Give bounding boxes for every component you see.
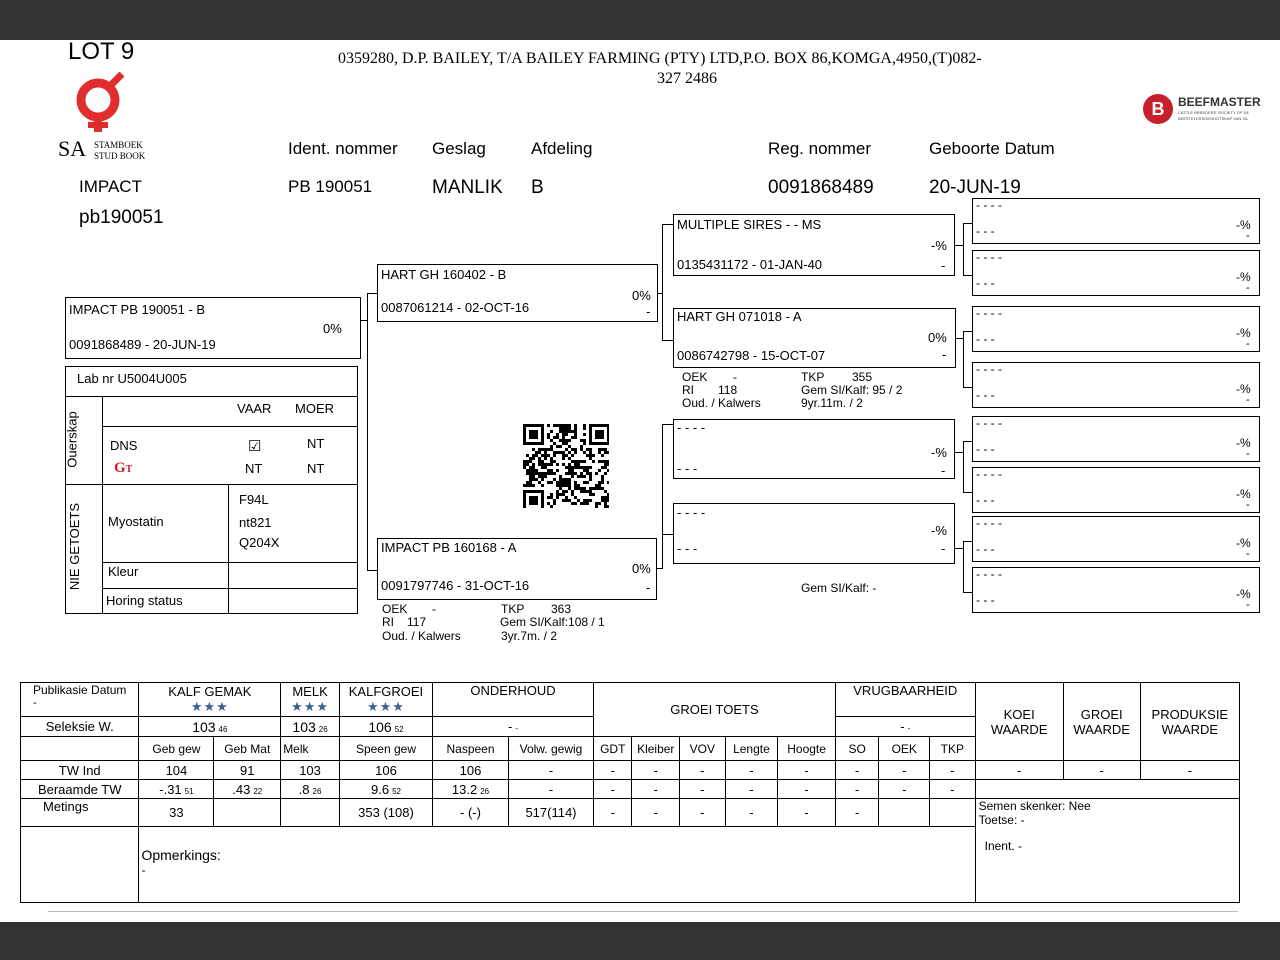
tw-value: 106 (433, 761, 509, 780)
col-label: Geb gew (139, 737, 214, 761)
reg-header: Reg. nommer (768, 139, 871, 158)
subject-pct: 0% (323, 321, 342, 336)
checkbox-checked-icon: ☑ (248, 438, 262, 455)
dam-dash: - (646, 580, 651, 595)
tw-value: - (594, 761, 632, 780)
ggp-top: - - - - (976, 416, 1002, 430)
gp3-line-2: - - - (677, 461, 698, 476)
lab-divider-kleur (102, 562, 358, 563)
connector (963, 541, 972, 542)
tw-value: 103 (281, 761, 340, 780)
lab-mid-divider (66, 484, 358, 485)
connector (963, 331, 964, 387)
gp2-oek-label: OEK (682, 370, 708, 384)
subject-animal-box (65, 297, 361, 359)
connector (963, 223, 972, 224)
ggp-bot: - - - (976, 442, 995, 456)
metings-value (281, 799, 340, 827)
gp4-line-1: - - - - (677, 505, 706, 520)
melk-label: MELK (292, 684, 328, 699)
br-dash: - (930, 780, 976, 799)
br-dash: - (835, 780, 879, 799)
dam-tkp-value: 363 (551, 602, 572, 616)
pub-value: - (33, 697, 37, 709)
br-label: Beraamde TW (21, 780, 139, 799)
connector (963, 331, 972, 332)
opmerkings-value: - (141, 863, 146, 877)
tw-value: 91 (214, 761, 281, 780)
ggp-top: - - - - (976, 567, 1002, 581)
inent-text: Inent. - (984, 839, 1022, 853)
dam-ri-value: 117 (407, 615, 427, 629)
connector (963, 441, 964, 492)
top-bar (0, 0, 1280, 40)
gt-moer: NT (307, 461, 325, 476)
onderhoud-head: ONDERHOUD (433, 683, 594, 717)
br-dash: - (778, 780, 836, 799)
tw-value: - (725, 761, 778, 780)
breeder-line-2: 327 2486 (657, 70, 717, 87)
dam-pct: 0% (632, 561, 651, 576)
sel-vrug: - (900, 719, 905, 734)
sel-melk: 103 (292, 718, 316, 735)
col-label: GDT (594, 737, 632, 761)
great-grandparent-box (972, 362, 1260, 408)
connector (963, 275, 972, 276)
col-label: Naspeen (433, 737, 509, 761)
metings-value: - (680, 799, 726, 827)
ident-header: Ident. nommer (288, 139, 398, 158)
great-grandparent-box (972, 416, 1260, 462)
connector (955, 338, 963, 339)
tw-value: - (632, 761, 680, 780)
semen-text: Semen skenker: Nee (978, 799, 1091, 813)
tw-value: 106 (339, 761, 432, 780)
br-dash: - (632, 780, 680, 799)
studbook-text-2: STUD BOOK (94, 151, 146, 161)
metings-row (21, 799, 1240, 827)
sire-line-2: 0087061214 - 02-OCT-16 (381, 300, 530, 315)
horing-label: Horing status (106, 593, 183, 608)
gp2-oek-value: - (733, 370, 737, 384)
sa-mark: SA (58, 136, 87, 161)
connector (662, 424, 663, 569)
ggp-pct: -% (1236, 436, 1251, 450)
sex-value: MANLIK (432, 177, 503, 198)
tw-koei: - (975, 761, 1063, 780)
ggp-pct: -% (1236, 382, 1251, 396)
sel-groei: 106 (368, 718, 392, 735)
melk-stars: ★★★ (291, 699, 330, 714)
sa-studbook-logo (58, 72, 158, 167)
performance-table (20, 682, 1240, 903)
sire-dash: - (646, 304, 651, 319)
sel-ond-cell (433, 717, 594, 737)
sire-box (377, 264, 658, 322)
metings-value (930, 799, 976, 827)
br-cell (139, 780, 214, 799)
grandparent-3-box (673, 419, 955, 479)
section-header: Afdeling (531, 139, 593, 158)
beefmaster-b-icon: B (1143, 94, 1173, 124)
perf-header-row (21, 683, 1240, 717)
connector (963, 441, 972, 442)
gp3-line-1: - - - - (677, 420, 706, 435)
myostatin-1: F94L (239, 492, 269, 507)
great-grandparent-box (972, 567, 1260, 613)
ggp-dash: - (1246, 548, 1250, 560)
dam-box (377, 538, 657, 600)
col-label: Kleiber (632, 737, 680, 761)
gp1-pct: -% (931, 238, 947, 253)
vrugbaarheid-head: VRUGBAARHEID (835, 683, 975, 717)
metings-value: - (778, 799, 836, 827)
kalfgroei-label: KALFGROEI (348, 684, 424, 699)
br-cell (214, 780, 281, 799)
beefmaster-logo (1143, 92, 1271, 126)
gp2-gem: Gem SI/Kalf: 95 / 2 (801, 383, 903, 397)
lab-divider-horing (102, 588, 358, 589)
gp2-oud-label: Oud. / Kalwers (682, 396, 761, 410)
gp2-line-1: HART GH 071018 - A (677, 309, 802, 324)
connector (662, 224, 673, 225)
reg-value: 0091868489 (768, 177, 874, 198)
beraamde-row (21, 780, 1240, 799)
myostatin-2: nt821 (239, 515, 272, 530)
ggp-top: - - - - (976, 306, 1002, 320)
subject-line-2: 0091868489 - 20-JUN-19 (69, 337, 216, 352)
tw-label: TW Ind (21, 761, 139, 780)
kalf-gemak-stars: ★★★ (190, 699, 229, 714)
blank-cell (21, 827, 139, 903)
dam-tkp-label: TKP (501, 602, 525, 616)
dam-line-1: IMPACT PB 160168 - A (381, 540, 517, 555)
gp3-pct: -% (931, 445, 947, 460)
col-label: Speen gew (339, 737, 432, 761)
tw-value: - (680, 761, 726, 780)
connector (367, 293, 377, 294)
col-label: TKP (930, 737, 976, 761)
sel-melk-cell (281, 717, 340, 737)
ggp-top: - - - - (976, 198, 1002, 212)
gp1-dash: - (941, 258, 946, 273)
br-dash: - (725, 780, 778, 799)
ggp-dash: - (1246, 394, 1250, 406)
br-acc: 52 (392, 786, 401, 796)
ggp-bot: - - - (976, 332, 995, 346)
sel-kalf-acc: 46 (218, 724, 228, 734)
great-grandparent-box (972, 250, 1260, 296)
metings-value: 517(114) (508, 799, 593, 827)
br-cell (433, 780, 509, 799)
connector (963, 387, 972, 388)
connector (955, 245, 963, 246)
col-label: Geb Mat (214, 737, 281, 761)
dns-moer: NT (307, 436, 325, 451)
gp2-tkp-value: 355 (852, 370, 873, 384)
pub-label: Publikasie Datum (33, 683, 127, 697)
ggp-top: - - - - (976, 516, 1002, 530)
kalf-gemak-head (139, 683, 281, 717)
tw-value: - (778, 761, 836, 780)
dam-age: 3yr.7m. / 2 (501, 629, 558, 643)
gt-icon: GT (114, 460, 133, 476)
gp2-pct: 0% (928, 330, 947, 345)
metings-value: - (594, 799, 632, 827)
ggp-dash: - (1246, 599, 1250, 611)
ggp-pct: -% (1236, 218, 1251, 232)
br-value: .43 (232, 781, 251, 797)
br-value: 13.2 (451, 781, 478, 797)
groei-waarde-head: GROEI WAARDE (1063, 683, 1140, 761)
ggp-dash: - (1246, 448, 1250, 460)
dam-oek-label: OEK (382, 602, 408, 616)
tw-value: - (835, 761, 879, 780)
tw-row (21, 761, 1240, 780)
qr-code (523, 424, 609, 508)
metings-value: 33 (139, 799, 214, 827)
gp2-ri-label: RI (682, 383, 694, 397)
beefmaster-name: BEEFMASTER (1178, 95, 1261, 109)
toetse-text: Toetse: - (978, 813, 1025, 827)
col-label: SO (835, 737, 879, 761)
sire-line-1: HART GH 160402 - B (381, 267, 507, 282)
gp4-dash: - (941, 541, 946, 556)
ggp-top: - - - - (976, 362, 1002, 376)
grandparent-4-box (673, 503, 955, 564)
metings-value (214, 799, 281, 827)
gp3-dash: - (941, 463, 946, 478)
kalfgroei-stars: ★★★ (366, 699, 405, 714)
br-value: -.31 (159, 781, 182, 797)
grandparent-1-box (673, 214, 955, 276)
studbook-emblem-icon (70, 72, 130, 142)
sel-vrug-cell (835, 717, 975, 737)
great-grandparent-box (972, 306, 1260, 352)
ggp-bot: - - - (976, 493, 995, 507)
br-value: .8 (298, 781, 310, 797)
connector (963, 223, 964, 275)
sire-pct: 0% (632, 288, 651, 303)
section-value: B (531, 177, 544, 198)
kalfgroei-head (339, 683, 432, 717)
dns-label: DNS (110, 438, 138, 453)
ggp-dash: - (1246, 282, 1250, 294)
br-dash: - (594, 780, 632, 799)
gp1-line-1: MULTIPLE SIRES - - MS (677, 217, 822, 232)
lab-box (65, 366, 358, 614)
sel-vrug-acc: - (907, 724, 911, 733)
col-label: Volw. gewig (508, 737, 593, 761)
br-dash: - (508, 780, 593, 799)
opmerkings-cell (139, 827, 975, 903)
sel-kalf: 103 (192, 718, 216, 735)
myostatin-label: Myostatin (108, 514, 164, 529)
br-dash: - (879, 780, 930, 799)
great-grandparent-box (972, 467, 1260, 513)
col-label: OEK (879, 737, 930, 761)
metings-value: - (-) (433, 799, 509, 827)
great-grandparent-box (972, 198, 1260, 244)
br-dash: - (680, 780, 726, 799)
grandparent-2-box (673, 308, 956, 368)
parentage-label: Ouerskap (64, 411, 80, 468)
ggp-pct: -% (1236, 536, 1251, 550)
metings-value (879, 799, 930, 827)
produksie-waarde-head: PRODUKSIE WAARDE (1140, 683, 1239, 761)
sel-melk-acc: 26 (318, 724, 328, 734)
metings-value: - (632, 799, 680, 827)
tw-value: - (508, 761, 593, 780)
dam-gem: Gem SI/Kalf:108 / 1 (500, 615, 605, 629)
connector (963, 592, 972, 593)
tw-value: - (879, 761, 930, 780)
br-blank (975, 780, 1239, 799)
lot-number: LOT 9 (68, 38, 135, 65)
col-label: Lengte (725, 737, 778, 761)
blank-cell (21, 737, 139, 761)
br-cell (281, 780, 340, 799)
tw-value: 104 (139, 761, 214, 780)
great-grandparent-box (972, 516, 1260, 562)
vaar-header: VAAR (237, 401, 272, 416)
subject-line-1: IMPACT PB 190051 - B (69, 302, 206, 317)
groei-toets-head: GROEI TOETS (594, 683, 836, 737)
ggp-top: - - - - (976, 467, 1002, 481)
br-acc: 51 (184, 786, 194, 796)
lab-number: Lab nr U5004U005 (77, 371, 187, 386)
kleur-label: Kleur (108, 564, 139, 579)
connector (955, 452, 963, 453)
ggp-pct: -% (1236, 587, 1251, 601)
dam-line-2: 0091797746 - 31-OCT-16 (381, 578, 530, 593)
sel-ond: - (508, 719, 513, 734)
sel-groei-cell (339, 717, 432, 737)
bottom-bar (0, 922, 1280, 960)
tw-prod: - (1140, 761, 1239, 780)
not-tested-label: NIE GETOETS (67, 502, 83, 591)
metings-value: 353 (108) (339, 799, 432, 827)
br-acc: 22 (253, 786, 263, 796)
pub-cell (21, 683, 139, 717)
ggp-bot: - - - (976, 276, 995, 290)
animal-code: pb190051 (79, 207, 164, 228)
connector (367, 293, 368, 570)
dam-oud-label: Oud. / Kalwers (382, 629, 461, 643)
koei-waarde-head: KOEI WAARDE (975, 683, 1063, 761)
ggp-bot: - - - (976, 224, 995, 238)
gp2-dash: - (942, 347, 947, 362)
ggp-bot: - - - (976, 593, 995, 607)
sel-label: Seleksie W. (21, 717, 139, 737)
beefmaster-tag-2: BEESTELERSGENOOTSKAP VAN SA (1178, 116, 1248, 121)
br-acc: 26 (480, 786, 490, 796)
connector (662, 340, 673, 341)
animal-name: IMPACT (79, 177, 142, 196)
sel-groei-acc: 52 (394, 724, 404, 734)
ggp-pct: -% (1236, 326, 1251, 340)
gp2-age: 9yr.11m. / 2 (801, 396, 863, 410)
connector (963, 492, 972, 493)
connector (367, 570, 377, 571)
br-acc: 26 (312, 786, 322, 796)
metings-label: Metings (21, 799, 139, 827)
gp2-line-2: 0086742798 - 15-OCT-07 (677, 348, 826, 363)
ggp-pct: -% (1236, 270, 1251, 284)
birth-value: 20-JUN-19 (929, 177, 1021, 198)
footer-line (48, 911, 1238, 912)
gp2-ri-value: 118 (718, 383, 738, 397)
ggp-bot: - - - (976, 542, 995, 556)
opmerkings-label: Opmerkings: (141, 847, 221, 863)
gp2-tkp-label: TKP (801, 370, 825, 384)
moer-header: MOER (295, 401, 334, 416)
lab-side-divider (102, 396, 103, 614)
gp4-pct: -% (931, 523, 947, 538)
breeder-line-1: 0359280, D.P. BAILEY, T/A BAILEY FARMING (PTY) LTD,P.O. BOX 86,KOMGA,4950,(T)082- (338, 50, 982, 67)
lab-header-divider (102, 426, 358, 427)
tw-value: - (930, 761, 976, 780)
birth-header: Geboorte Datum (929, 139, 1055, 158)
studbook-text-1: STAMBOEK (94, 140, 143, 150)
col-label: Melk (281, 737, 340, 761)
tw-groei: - (1063, 761, 1140, 780)
metings-value: - (835, 799, 879, 827)
sex-header: Geslag (432, 139, 486, 158)
gp4-gem: Gem SI/Kalf: - (801, 581, 877, 595)
ggp-dash: - (1246, 338, 1250, 350)
metings-value: - (725, 799, 778, 827)
ggp-pct: -% (1236, 487, 1251, 501)
lab-value-divider (228, 484, 229, 614)
gt-vaar: NT (245, 461, 263, 476)
br-value: 9.6 (370, 781, 390, 797)
col-label: Hoogte (778, 737, 836, 761)
melk-head (281, 683, 340, 717)
sel-kalf-cell (139, 717, 281, 737)
beefmaster-tag-1: CATTLE BREEDERS' SOCIETY OF SA (1178, 110, 1249, 115)
lab-divider (66, 396, 358, 397)
connector (963, 541, 964, 592)
col-label: VOV (680, 737, 726, 761)
dam-oek-value: - (432, 602, 436, 616)
myostatin-3: Q204X (239, 535, 280, 550)
ggp-bot: - - - (976, 388, 995, 402)
dam-ri-label: RI (382, 615, 394, 629)
connector (662, 224, 663, 341)
gp4-line-2: - - - (677, 541, 698, 556)
gp1-line-2: 0135431172 - 01-JAN-40 (677, 257, 823, 272)
connector (662, 534, 673, 535)
br-cell (339, 780, 432, 799)
ggp-dash: - (1246, 230, 1250, 242)
connector (955, 548, 963, 549)
ident-value: PB 190051 (288, 177, 373, 196)
ggp-top: - - - - (976, 250, 1002, 264)
kalf-gemak-label: KALF GEMAK (168, 684, 252, 699)
notes-cell (975, 799, 1239, 903)
sel-ond-acc: - (515, 724, 519, 733)
ggp-dash: - (1246, 499, 1250, 511)
connector (662, 424, 673, 425)
